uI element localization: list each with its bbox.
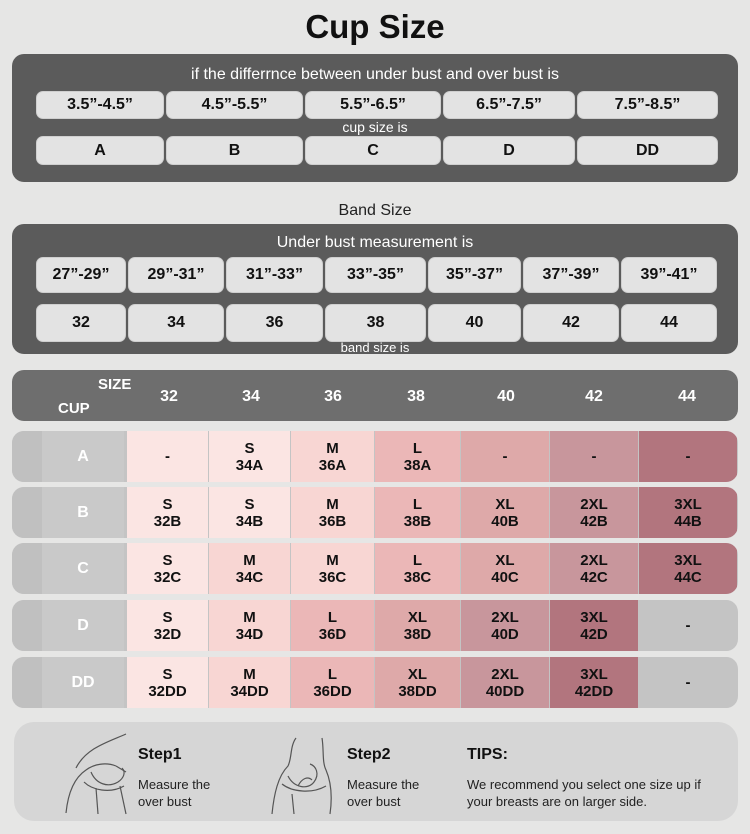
size-cell: [461, 600, 549, 651]
size-letter: 3XL: [674, 495, 702, 513]
step1-text-line2: over bust: [138, 794, 192, 809]
difference-cell-4: 7.5”-8.5”: [577, 91, 718, 119]
size-cell: [375, 543, 460, 594]
size-code: 40D: [491, 625, 519, 643]
difference-cell-0: 3.5”-4.5”: [36, 91, 164, 119]
size-cell: [291, 431, 374, 482]
size-cell: [291, 600, 374, 651]
size-code: 32D: [153, 625, 182, 643]
size-letter: XL: [407, 665, 428, 683]
cup-size-panel: [12, 54, 738, 182]
size-cell: [461, 487, 549, 538]
size-code: 32DD: [148, 682, 187, 700]
size-letter: XL: [495, 495, 515, 513]
size-letter: M: [243, 551, 256, 569]
size-letter: S: [162, 665, 173, 683]
band-panel-caption-top: Under bust measurement is: [276, 234, 474, 251]
size-cell: [127, 600, 208, 651]
size-cell: [291, 487, 374, 538]
size-letter: -: [591, 448, 597, 465]
measurement-cell-5: 37”-39”: [523, 257, 619, 293]
cup-row-label: DD: [42, 657, 124, 708]
size-cell: [127, 657, 208, 708]
step2-title: Step2: [347, 746, 391, 763]
header-band-3: 38: [407, 388, 425, 405]
header-band-1: 34: [242, 388, 260, 405]
size-cell: [639, 657, 737, 708]
header-cup-label: CUP: [58, 400, 90, 417]
size-code: 34D: [235, 625, 264, 643]
size-code: 38DD: [398, 682, 437, 700]
measurement-cell-4: 35”-37”: [428, 257, 521, 293]
size-cell: [639, 543, 737, 594]
row-label-strip: [12, 657, 42, 708]
size-cell: [550, 543, 638, 594]
size-cell: [550, 600, 638, 651]
size-letter: S: [244, 495, 255, 513]
size-letter: -: [685, 674, 691, 691]
size-letter: L: [327, 665, 338, 683]
size-cell: [291, 543, 374, 594]
size-table-header: [12, 370, 738, 421]
band-size-panel: [12, 224, 738, 354]
band-panel-caption-bottom: band size is: [340, 340, 410, 355]
size-code: 38B: [403, 512, 432, 530]
size-letter: XL: [407, 608, 428, 626]
page-title: Cup Size: [305, 8, 445, 45]
size-code: 36D: [318, 625, 347, 643]
cup-cell-1: B: [166, 136, 303, 165]
size-letter: 2XL: [580, 551, 608, 569]
size-cell: [127, 487, 208, 538]
band-cell-2: 36: [226, 304, 323, 342]
table-row: [12, 487, 738, 538]
size-code: 36A: [318, 456, 347, 474]
size-code: 42B: [580, 512, 608, 530]
cup-panel-caption-mid: cup size is: [342, 119, 408, 135]
size-letter: XL: [495, 551, 515, 569]
size-cell: [209, 487, 290, 538]
tips-title: TIPS:: [467, 746, 508, 763]
size-letter: M: [243, 665, 256, 683]
measurement-cell-6: 39”-41”: [621, 257, 717, 293]
size-letter: -: [685, 448, 691, 465]
size-code: 40C: [491, 568, 519, 586]
size-cell: [209, 600, 290, 651]
size-cell: [639, 431, 737, 482]
band-size-label: Band Size: [338, 202, 412, 219]
band-cell-5: 42: [523, 304, 619, 342]
header-band-5: 42: [585, 388, 603, 405]
size-letter: 3XL: [580, 608, 608, 626]
header-band-2: 36: [324, 388, 342, 405]
size-code: 44C: [674, 568, 702, 586]
size-letter: -: [685, 617, 691, 634]
size-cell: [127, 543, 208, 594]
size-cell: [639, 600, 737, 651]
row-label-strip: [12, 487, 42, 538]
size-letter: M: [326, 439, 339, 457]
size-code: 38C: [403, 568, 432, 586]
table-row: [12, 657, 738, 708]
size-letter: 2XL: [491, 665, 519, 683]
row-label-strip: [12, 543, 42, 594]
size-code: 42D: [580, 625, 608, 643]
size-cell: [461, 657, 549, 708]
size-code: 44B: [674, 512, 702, 530]
cup-row-label: A: [42, 431, 124, 482]
size-code: 40DD: [485, 682, 525, 700]
size-cell: [550, 487, 638, 538]
size-code: 42DD: [574, 682, 614, 700]
difference-cell-2: 5.5”-6.5”: [305, 91, 441, 119]
measurement-steps-panel: [14, 722, 738, 821]
cup-cell-2: C: [305, 136, 441, 165]
size-letter: 2XL: [491, 608, 519, 626]
size-cell: [550, 431, 638, 482]
step2-illustration-icon: [252, 728, 342, 818]
step2-text-line1: Measure the: [347, 777, 420, 792]
size-letter: -: [502, 448, 508, 465]
cup-row-label: C: [42, 543, 124, 594]
header-band-4: 40: [497, 388, 515, 405]
size-cell: [209, 657, 290, 708]
size-cell: [209, 543, 290, 594]
difference-cell-1: 4.5”-5.5”: [166, 91, 303, 119]
step1-illustration-icon: [46, 728, 136, 818]
header-size-label: SIZE: [98, 376, 132, 393]
band-cell-0: 32: [36, 304, 126, 342]
size-code: 38A: [403, 456, 432, 474]
cup-cell-3: D: [443, 136, 575, 165]
header-band-6: 44: [678, 388, 696, 405]
table-row: [12, 431, 738, 482]
size-cell: [375, 487, 460, 538]
size-code: 40B: [491, 512, 519, 530]
measurement-cell-0: 27”-29”: [36, 257, 126, 293]
size-letter: S: [162, 495, 173, 513]
band-cell-1: 34: [128, 304, 224, 342]
size-cell: [291, 657, 374, 708]
band-cell-4: 40: [428, 304, 521, 342]
cup-panel-caption-top: if the differrnce between under bust and over bust is: [191, 66, 559, 83]
size-cell: [461, 543, 549, 594]
size-letter: L: [412, 439, 423, 457]
size-cell: [375, 657, 460, 708]
size-cell: [375, 431, 460, 482]
size-letter: S: [162, 551, 173, 569]
header-band-0: 32: [160, 388, 178, 405]
table-row: [12, 600, 738, 651]
cup-row-label: B: [42, 487, 124, 538]
size-code: 42C: [580, 568, 608, 586]
cup-cell-0: A: [36, 136, 164, 165]
size-cell: [127, 431, 208, 482]
size-code: 36B: [318, 512, 347, 530]
difference-cell-3: 6.5”-7.5”: [443, 91, 575, 119]
size-cell: [375, 600, 460, 651]
size-letter: M: [326, 551, 339, 569]
row-label-strip: [12, 600, 42, 651]
size-letter: S: [162, 608, 173, 626]
size-code: 32C: [153, 568, 182, 586]
cup-row-label: D: [42, 600, 124, 651]
measurement-cell-2: 31”-33”: [226, 257, 323, 293]
size-code: 36C: [318, 568, 347, 586]
size-cell: [461, 431, 549, 482]
size-code: 34A: [235, 456, 264, 474]
table-row: [12, 543, 738, 594]
size-code: 32B: [153, 512, 182, 530]
tips-text-line2: your breasts are on larger side.: [467, 794, 647, 809]
size-cell: [550, 657, 638, 708]
step1-text-line1: Measure the: [138, 777, 211, 792]
size-letter: M: [326, 495, 339, 513]
tips-text-line1: We recommend you select one size up if: [467, 777, 701, 792]
size-letter: 3XL: [580, 665, 608, 683]
step2-text-line2: over bust: [347, 794, 401, 809]
size-letter: -: [165, 448, 170, 465]
row-label-strip: [12, 431, 42, 482]
size-letter: 2XL: [580, 495, 608, 513]
size-code: 36DD: [313, 682, 352, 700]
size-cell: [209, 431, 290, 482]
size-code: 34B: [235, 512, 264, 530]
size-letter: L: [327, 608, 338, 626]
size-letter: L: [412, 551, 423, 569]
size-letter: M: [243, 608, 256, 626]
band-cell-6: 44: [621, 304, 717, 342]
size-letter: L: [412, 495, 423, 513]
measurement-cell-3: 33”-35”: [325, 257, 426, 293]
size-code: 34DD: [230, 682, 269, 700]
cup-cell-4: DD: [577, 136, 718, 165]
measurement-cell-1: 29”-31”: [128, 257, 224, 293]
size-code: 34C: [235, 568, 264, 586]
size-letter: 3XL: [674, 551, 702, 569]
size-letter: S: [244, 439, 255, 457]
size-cell: [639, 487, 737, 538]
step1-title: Step1: [138, 746, 182, 763]
band-cell-3: 38: [325, 304, 426, 342]
size-code: 38D: [403, 625, 432, 643]
